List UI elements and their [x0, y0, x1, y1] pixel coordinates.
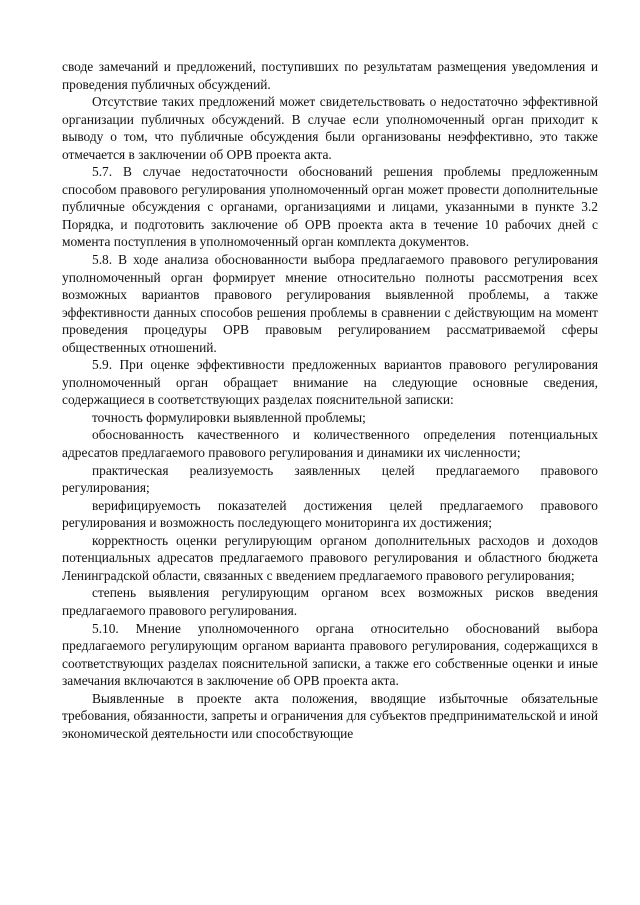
list-item-goals-feasibility: практическая реализуемость заявленных целей предлагаемого правового регулирования;	[62, 462, 598, 496]
paragraph-5-10: 5.10. Мнение уполномоченного органа относительно обоснований выбора предлагаемого регулирующим органом варианта правового регулирования, содержащихся в соответствующих разделах пояснительной записки, а также его собственные оценки и иные замечания включаются в заключение об ОРВ проекта акта.	[62, 620, 598, 689]
document-page	[62, 58, 598, 742]
list-item-indicators-verifiability: верифицируемость показателей достижения целей предлагаемого правового регулирования и возможность последующего мониторинга их достижения;	[62, 497, 598, 531]
paragraph-excessive-requirements: Выявленные в проекте акта положения, вводящие избыточные обязательные требования, обязанности, запреты и ограничения для субъектов предпринимательской и иной экономической деятельности или способствующие	[62, 690, 598, 741]
list-item-addressees-justification: обоснованность качественного и количественного определения потенциальных адресатов предлагаемого правового регулирования и динамики их численности;	[62, 427, 598, 461]
list-item-risk-identification: степень выявления регулирующим органом всех возможных рисков введения предлагаемого правового регулирования.	[62, 585, 598, 618]
list-item-cost-assessment: корректность оценки регулирующим органом дополнительных расходов и доходов потенциальных адресатов предлагаемого правового регулирования и областного бюджета Ленинградской области, связанных с введением предлагаемого правового регулирования;	[62, 532, 598, 583]
paragraph-5-7: 5.7. В случае недостаточности обоснований решения проблемы предложенным способом правового регулирования уполномоченный орган может провести дополнительные публичные обсуждения с органами, организациями и лицами, указанными в пункте 3.2 Порядка, и подготовить заключение об ОРВ проекта акта в течение 10 рабочих дней с момента поступления в уполномоченный орган комплекта документов.	[62, 164, 598, 250]
paragraph-summary-continuation: своде замечаний и предложений, поступивших по результатам размещения уведомления и проведения публичных обсуждений.	[62, 59, 598, 92]
paragraph-5-9: 5.9. При оценке эффективности предложенных вариантов правового регулирования уполномоченный орган обращает внимание на следующие основные сведения, содержащиеся в соответствующих разделах пояснительной записки:	[62, 357, 598, 408]
list-item-problem-accuracy: точность формулировки выявленной проблемы;	[92, 409, 366, 425]
paragraph-5-8: 5.8. В ходе анализа обоснованности выбора предлагаемого правового регулирования уполномоченный орган формирует мнение относительно полноты рассмотрения всех возможных вариантов правового регулирования выявленной проблемы, а также эффективности данных способов решения проблемы в сравнении с действующим на момент проведения процедуры ОРВ правовым регулированием рассматриваемой сферы общественных отношений.	[62, 252, 598, 355]
paragraph-absence-of-proposals: Отсутствие таких предложений может свидетельствовать о недостаточно эффективной организации публичных обсуждений. В случае если уполномоченный орган приходит к выводу о том, что публичные обсуждения были организованы неэффективно, это также отмечается в заключении об ОРВ проекта акта.	[62, 94, 598, 162]
